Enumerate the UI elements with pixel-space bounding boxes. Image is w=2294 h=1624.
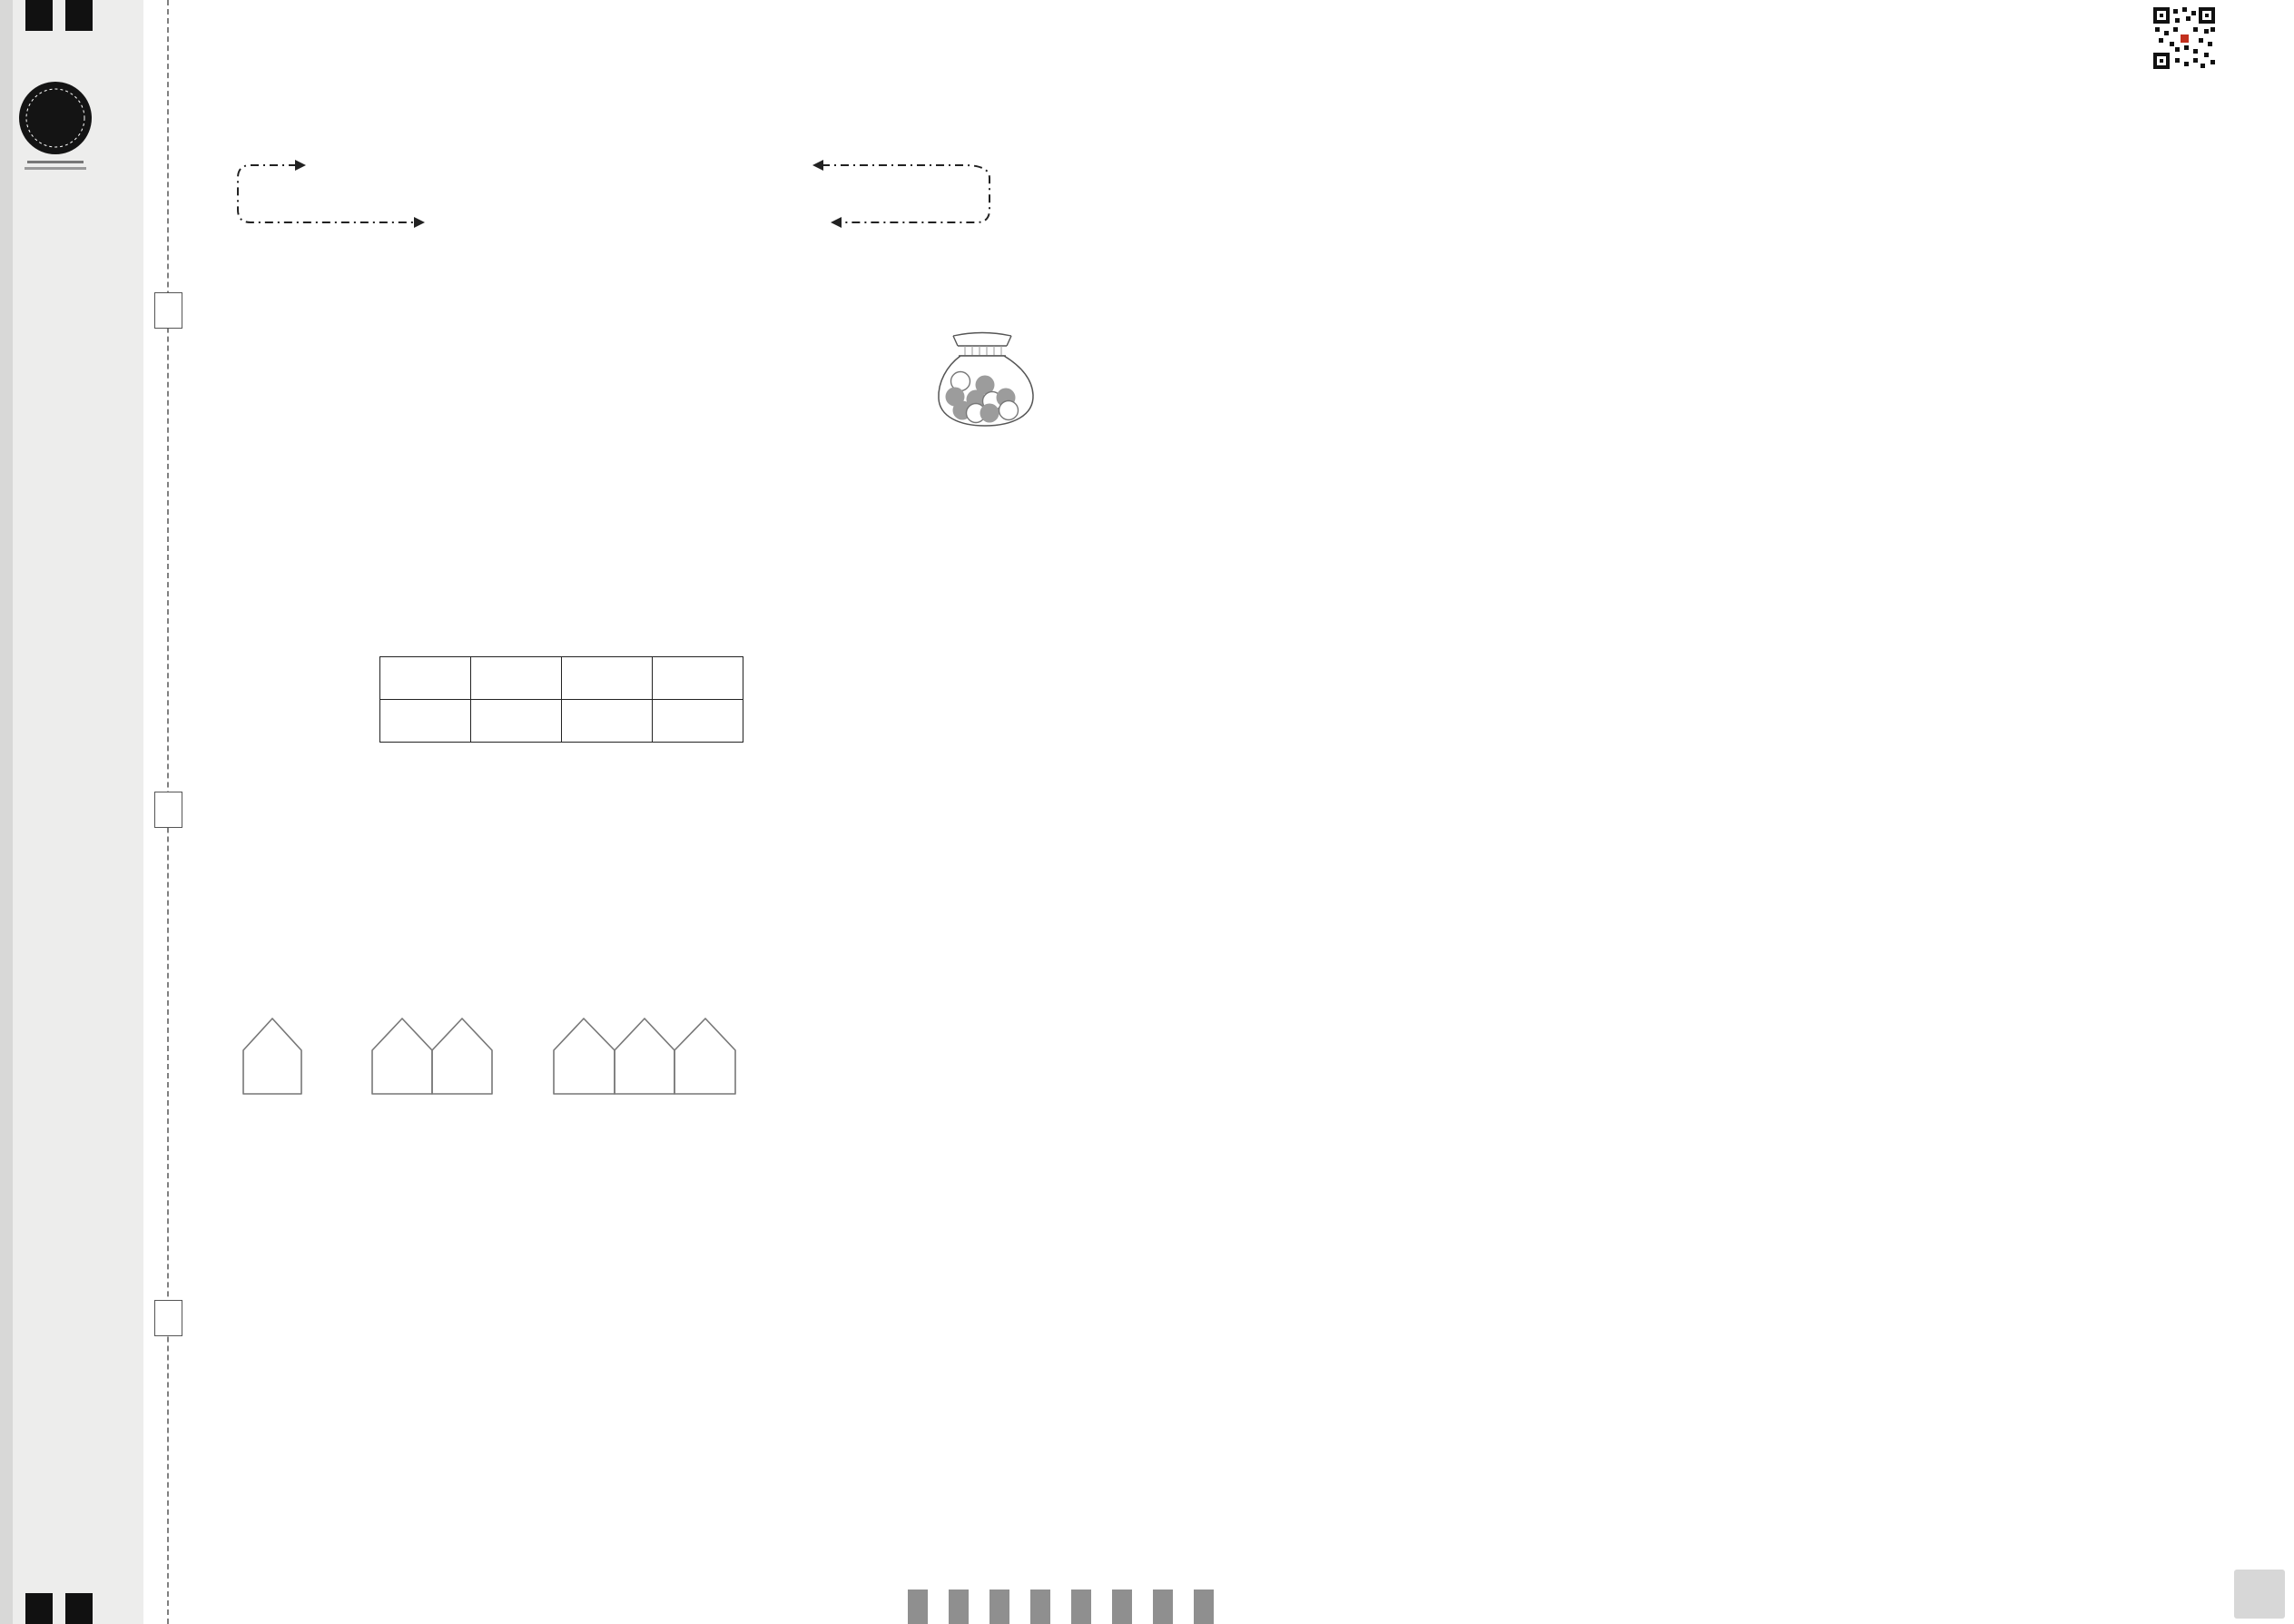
stick-houses-illustration — [227, 1006, 1044, 1106]
card-tally-table — [379, 656, 743, 743]
page-number-badge — [2234, 1570, 2285, 1619]
seal-char-box — [154, 292, 182, 329]
registration-bar — [908, 1590, 928, 1624]
registration-bar — [989, 1590, 1009, 1624]
title-decoration — [0, 0, 2294, 272]
registration-mark — [65, 1593, 93, 1624]
registration-bar — [1194, 1590, 1214, 1624]
bag-of-balls-illustration — [930, 331, 1049, 436]
table-header-cell — [562, 657, 653, 700]
pie-chart — [1362, 908, 1598, 1126]
registration-bar — [949, 1590, 969, 1624]
table-cell — [380, 700, 471, 743]
bar-chart — [1729, 849, 2092, 1203]
seal-char-box — [154, 792, 182, 828]
table-header-cell — [471, 657, 562, 700]
table-cell — [471, 700, 562, 743]
registration-bar — [1030, 1590, 1050, 1624]
table-cell — [653, 700, 743, 743]
registration-bar — [1112, 1590, 1132, 1624]
table-cell — [562, 700, 653, 743]
registration-mark — [25, 1593, 53, 1624]
registration-bar — [1071, 1590, 1091, 1624]
registration-bar — [1153, 1590, 1173, 1624]
seal-char-box — [154, 1300, 182, 1336]
table-header-cell — [380, 657, 471, 700]
table-header-cell — [653, 657, 743, 700]
